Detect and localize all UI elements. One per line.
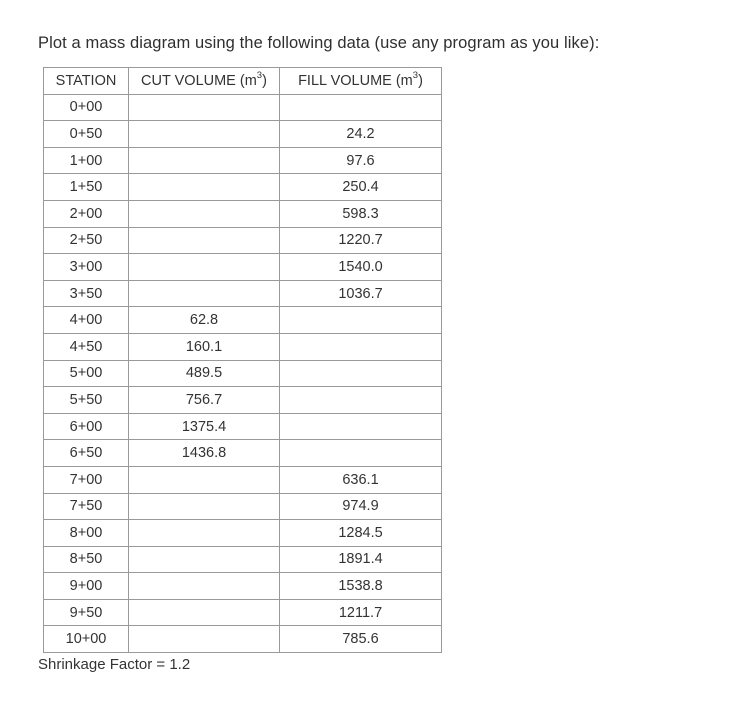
fill-volume-cell (280, 413, 442, 440)
station-cell: 5+50 (44, 387, 129, 414)
cut-volume-cell: 1375.4 (129, 413, 280, 440)
station-cell: 4+00 (44, 307, 129, 334)
instruction-text: Plot a mass diagram using the following data (use any program as you like): (38, 34, 600, 52)
cut-volume-cell (129, 94, 280, 121)
fill-volume-cell (280, 307, 442, 334)
table-row (44, 147, 442, 174)
table-row (44, 466, 442, 493)
fill-volume-cell: 1284.5 (280, 520, 442, 547)
table-body (44, 94, 442, 652)
station-cell: 8+50 (44, 546, 129, 573)
fill-volume-cell: 1220.7 (280, 227, 442, 254)
station-cell: 7+00 (44, 466, 129, 493)
table-row (44, 440, 442, 467)
station-cell: 9+50 (44, 599, 129, 626)
station-cell: 8+00 (44, 520, 129, 547)
station-cell: 10+00 (44, 626, 129, 653)
cut-volume-cell (129, 493, 280, 520)
header-cut-exponent: 3 (256, 69, 263, 81)
earthwork-volume-table (43, 67, 442, 653)
station-cell: 9+00 (44, 573, 129, 600)
station-cell: 0+00 (44, 94, 129, 121)
cut-volume-cell (129, 174, 280, 201)
fill-volume-cell (280, 94, 442, 121)
fill-volume-cell (280, 360, 442, 387)
station-cell: 4+50 (44, 333, 129, 360)
fill-volume-cell: 250.4 (280, 174, 442, 201)
fill-volume-cell: 1891.4 (280, 546, 442, 573)
station-cell: 3+50 (44, 280, 129, 307)
fill-volume-cell (280, 440, 442, 467)
fill-volume-cell: 97.6 (280, 147, 442, 174)
table-row (44, 360, 442, 387)
header-cut-close: ) (262, 72, 267, 89)
station-cell: 6+00 (44, 413, 129, 440)
fill-volume-cell: 1540.0 (280, 254, 442, 281)
cut-volume-cell (129, 200, 280, 227)
cut-volume-cell (129, 626, 280, 653)
table-row (44, 121, 442, 148)
header-fill-label: FILL VOLUME (m (298, 72, 413, 89)
cut-volume-cell: 489.5 (129, 360, 280, 387)
table-row (44, 387, 442, 414)
table-row (44, 626, 442, 653)
header-station-label: STATION (55, 72, 117, 89)
cut-volume-cell (129, 280, 280, 307)
table-row (44, 413, 442, 440)
header-cut-volume (129, 68, 280, 95)
table-row (44, 546, 442, 573)
station-cell: 1+00 (44, 147, 129, 174)
cut-volume-cell (129, 546, 280, 573)
header-fill-close: ) (418, 72, 423, 89)
cut-volume-cell: 160.1 (129, 333, 280, 360)
fill-volume-cell (280, 387, 442, 414)
table-header-row (44, 68, 442, 95)
table-row (44, 599, 442, 626)
station-cell: 3+00 (44, 254, 129, 281)
station-cell: 0+50 (44, 121, 129, 148)
cut-volume-cell (129, 254, 280, 281)
fill-volume-cell: 636.1 (280, 466, 442, 493)
table-row (44, 254, 442, 281)
table-row (44, 573, 442, 600)
fill-volume-cell: 1538.8 (280, 573, 442, 600)
station-cell: 5+00 (44, 360, 129, 387)
fill-volume-cell: 24.2 (280, 121, 442, 148)
cut-volume-cell (129, 147, 280, 174)
station-cell: 2+00 (44, 200, 129, 227)
cut-volume-cell: 62.8 (129, 307, 280, 334)
station-cell: 1+50 (44, 174, 129, 201)
header-cut-label: CUT VOLUME (m (141, 72, 257, 89)
fill-volume-cell: 1036.7 (280, 280, 442, 307)
table-row (44, 520, 442, 547)
cut-volume-cell (129, 121, 280, 148)
table-row (44, 333, 442, 360)
cut-volume-cell (129, 227, 280, 254)
table-row (44, 280, 442, 307)
table-row (44, 94, 442, 121)
station-cell: 2+50 (44, 227, 129, 254)
table-row (44, 307, 442, 334)
header-station (44, 68, 129, 95)
station-cell: 6+50 (44, 440, 129, 467)
header-fill-volume (280, 68, 442, 95)
fill-volume-cell: 1211.7 (280, 599, 442, 626)
table-row (44, 493, 442, 520)
fill-volume-cell (280, 333, 442, 360)
cut-volume-cell: 756.7 (129, 387, 280, 414)
table-row (44, 227, 442, 254)
cut-volume-cell (129, 466, 280, 493)
table-row (44, 200, 442, 227)
fill-volume-cell: 785.6 (280, 626, 442, 653)
fill-volume-cell: 598.3 (280, 200, 442, 227)
shrinkage-factor-note: Shrinkage Factor = 1.2 (38, 656, 191, 673)
cut-volume-cell: 1436.8 (129, 440, 280, 467)
fill-volume-cell: 974.9 (280, 493, 442, 520)
cut-volume-cell (129, 520, 280, 547)
cut-volume-cell (129, 599, 280, 626)
table-row (44, 174, 442, 201)
header-fill-exponent: 3 (412, 69, 419, 81)
station-cell: 7+50 (44, 493, 129, 520)
cut-volume-cell (129, 573, 280, 600)
